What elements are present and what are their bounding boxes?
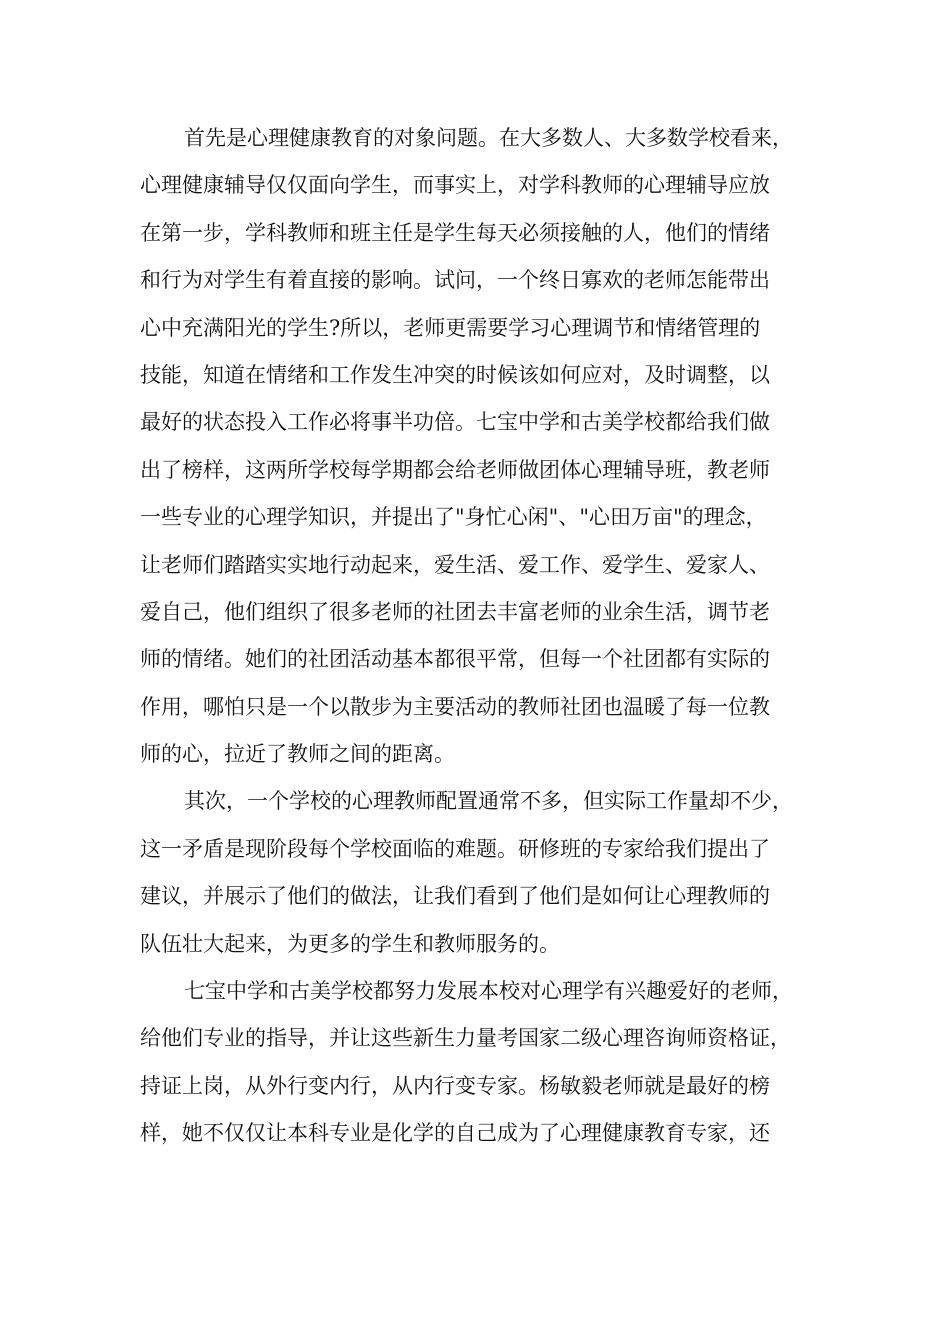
text-line: 一些专业的心理学知识，并提出了"身忙心闲"、"心田万亩"的理念， [140,505,767,530]
text-line: 心中充满阳光的学生?所以，老师更需要学习心理调节和情绪管理的 [140,315,761,340]
text-line: 最好的状态投入工作必将事半功倍。七宝中学和古美学校都给我们做 [140,410,770,435]
text-line: 队伍壮大起来，为更多的学生和教师服务的。 [140,931,560,956]
text-line: 样，她不仅仅让本科专业是化学的自己成为了心理健康教育专家，还 [140,1121,770,1146]
document-page [140,115,812,1158]
paragraph-teacher-mental-health [140,115,812,778]
text-line: 出了榜样，这两所学校每学期都会给老师做团体心理辅导班，教老师 [140,457,770,482]
text-line: 师的情绪。她们的社团活动基本都很平常，但每一个社团都有实际的 [140,647,770,672]
text-line: 给他们专业的指导，并让这些新生力量考国家二级心理咨询师资格证， [140,1026,791,1051]
text-line: 持证上岗，从外行变内行，从内行变专家。杨敏毅老师就是最好的榜 [140,1073,770,1098]
text-line: 建议，并展示了他们的做法，让我们看到了他们是如何让心理教师的 [140,884,770,909]
text-line: 七宝中学和古美学校都努力发展本校对心理学有兴趣爱好的老师， [184,979,793,1004]
text-line: 让老师们踏踏实实地行动起来，爱生活、爱工作、爱学生、爱家人、 [140,552,770,577]
text-line: 在第一步，学科教师和班主任是学生每天必须接触的人，他们的情绪 [140,220,770,245]
paragraph-staffing-problem [140,778,812,968]
text-line: 和行为对学生有着直接的影响。试问，一个终日寡欢的老师怎能带出 [140,268,770,293]
text-line: 首先是心理健康教育的对象问题。在大多数人、大多数学校看来， [184,126,793,150]
text-line: 这一矛盾是现阶段每个学校面临的难题。研修班的专家给我们提出了 [140,836,770,861]
text-line: 其次，一个学校的心理教师配置通常不多，但实际工作量却不少， [184,789,793,814]
text-line: 师的心，拉近了教师之间的距离。 [140,742,455,767]
text-line: 爱自己，他们组织了很多老师的社团去丰富老师的业余生活，调节老 [140,599,770,624]
text-line: 作用，哪怕只是一个以散步为主要活动的教师社团也温暖了每一位教 [140,694,770,719]
text-line: 心理健康辅导仅仅面向学生，而事实上，对学科教师的心理辅导应放 [140,173,770,198]
paragraph-teacher-development [140,968,812,1158]
text-line: 技能，知道在情绪和工作发生冲突的时候该如何应对，及时调整，以 [140,362,770,387]
